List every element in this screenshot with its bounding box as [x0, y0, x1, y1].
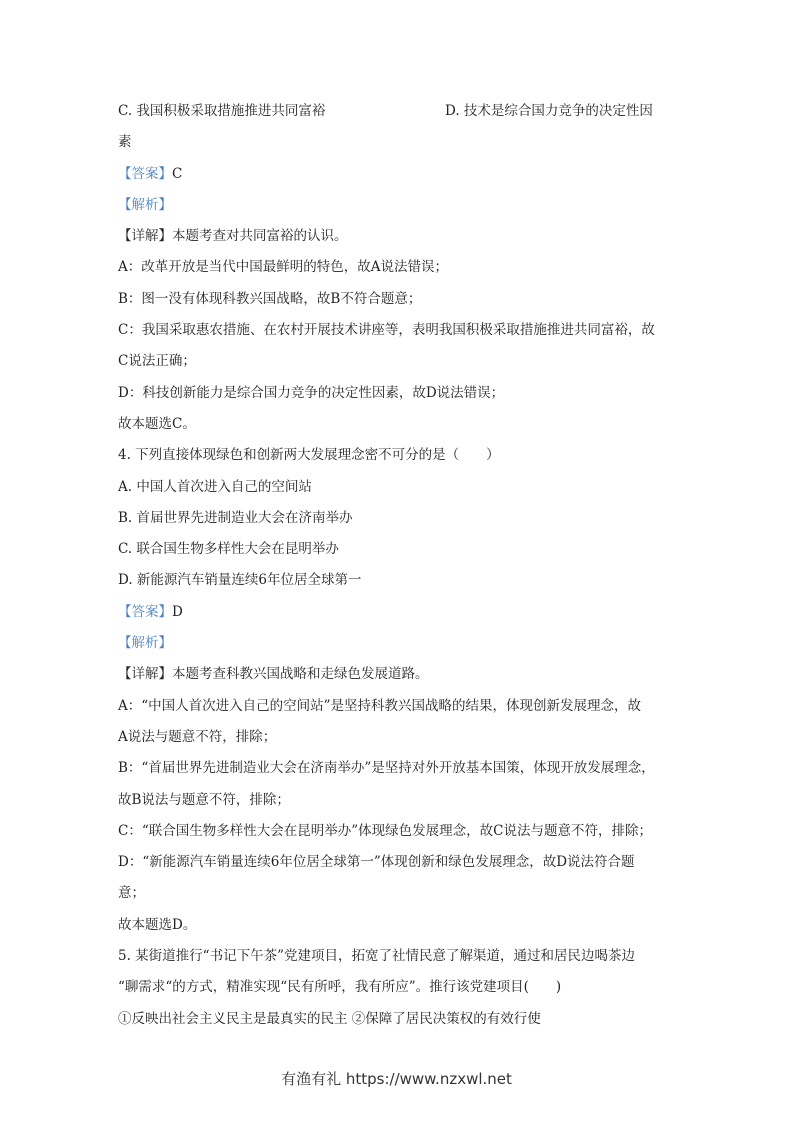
- q3-line: D：科技创新能力是综合国力竞争的决定性因素，故D说法错误；: [118, 384, 505, 401]
- q4-line: 意；: [118, 885, 145, 902]
- q5-line: “聊需求“的方式，精准实现“民有所呼，我有所应”。推行该党建项目( ): [118, 979, 562, 996]
- q3-option-c: C. 我国积极采取措施推进共同富裕: [118, 103, 326, 119]
- q4-line: D：“新能源汽车销量连续6年位居全球第一”体现创新和绿色发展理念，故D说法符合题: [118, 854, 635, 871]
- answer-value: C: [172, 165, 183, 182]
- q3-detail: 【详解】本题考查对共同富裕的认识。: [118, 228, 348, 245]
- q3-line: C说法正确；: [118, 353, 196, 370]
- q3-line: C：我国采取惠农措施、在农村开展技术讲座等，表明我国积极采取措施推进共同富裕，故: [118, 322, 655, 339]
- q4-question: 4. 下列直接体现绿色和创新两大发展理念密不可分的是（ ）: [118, 447, 500, 464]
- q4-option-a: A. 中国人首次进入自己的空间站: [118, 478, 312, 495]
- q3-line: B：图一没有体现科教兴国战略，故B不符合题意；: [118, 290, 422, 307]
- q3-line: A：改革开放是当代中国最鲜明的特色，故A说法错误；: [118, 259, 448, 276]
- answer-tag: 【答案】: [118, 603, 172, 620]
- q4-line: A：“中国人首次进入自己的空间站”是坚持科教兴国战略的结果，体现创新发展理念，故: [118, 697, 642, 714]
- q4-line: A说法与题意不符，排除；: [118, 728, 277, 745]
- q3-options-cd: [118, 96, 678, 127]
- q5-line: ①反映出社会主义民主是最真实的民主 ②保障了居民决策权的有效行使: [118, 1010, 541, 1027]
- q4-line: 故本题选D。: [118, 916, 197, 933]
- q4-option-b: B. 首届世界先进制造业大会在济南举办: [118, 509, 353, 526]
- q4-analysis-tag: 【解析】: [118, 635, 172, 652]
- q4-option-d: D. 新能源汽车销量连续6年位居全球第一: [118, 572, 362, 589]
- q4-line: 故B说法与题意不符，排除；: [118, 791, 290, 808]
- q3-option-d-cont: 素: [118, 134, 132, 151]
- q5-line: 5. 某街道推行“书记下午茶”党建项目，拓宽了社情民意了解渠道，通过和居民边喝茶边: [118, 948, 635, 965]
- document-body: [118, 96, 678, 1035]
- q4-line: C：“联合国生物多样性大会在昆明举办”体现绿色发展理念，故C说法与题意不符，排除；: [118, 822, 652, 839]
- q4-option-c: C. 联合国生物多样性大会在昆明举办: [118, 541, 339, 558]
- q3-line: 故本题选C。: [118, 415, 196, 432]
- answer-value: D: [172, 603, 183, 620]
- q4-detail: 【详解】本题考查科教兴国战略和走绿色发展道路。: [118, 666, 429, 683]
- answer-tag: 【答案】: [118, 165, 172, 182]
- q3-answer: [118, 159, 678, 190]
- q4-line: B：“首届世界先进制造业大会在济南举办”是坚持对外开放基本国策，体现开放发展理念，: [118, 760, 655, 777]
- footer-watermark: 有渔有礼 https://www.nzxwl.net: [281, 1070, 512, 1088]
- q3-analysis-tag: 【解析】: [118, 196, 172, 213]
- q4-answer: [118, 597, 678, 628]
- q3-option-d: D. 技术是综合国力竞争的决定性因: [445, 103, 653, 119]
